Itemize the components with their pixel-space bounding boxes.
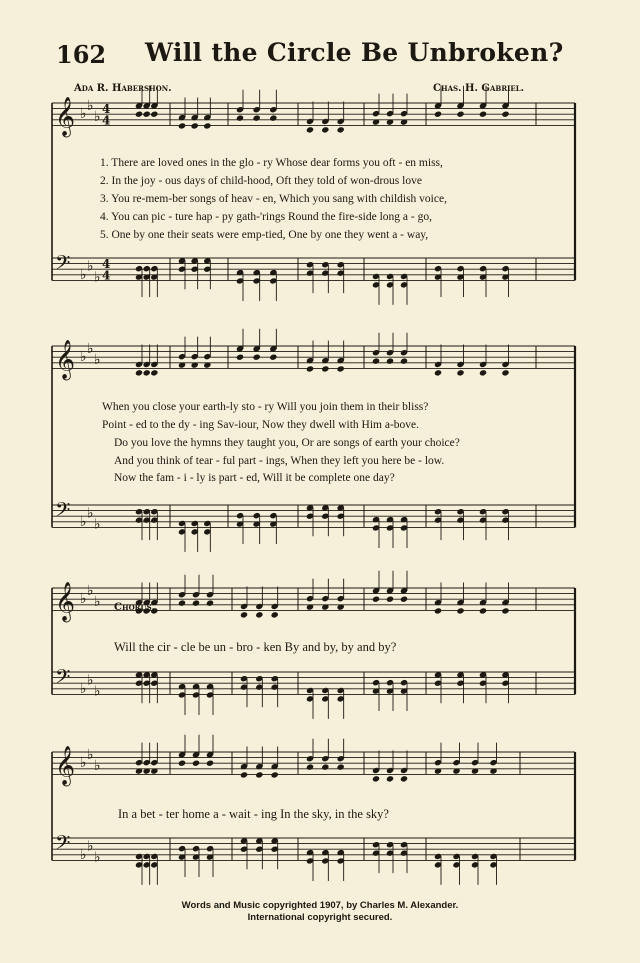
flat-icon: ♭ [87,340,94,357]
bass-clef-icon: 𝄢 [55,498,71,527]
treble-clef-icon: 𝄞 [55,581,76,622]
note-head [337,126,345,133]
time-signature-bottom: 4 [102,268,111,283]
chorus-label: Chorus. [114,602,156,613]
bass-clef-icon: 𝄢 [55,665,71,694]
treble-clef-icon: 𝄞 [55,339,76,380]
note-head [479,111,487,118]
note-head [321,764,329,771]
note-head [253,115,261,122]
flat-icon: ♭ [80,266,87,283]
note-head [236,354,244,361]
treble-clef-icon: 𝄞 [55,96,76,137]
note-head [372,596,380,603]
note-head [178,600,186,607]
time-signature-top: 4 [102,257,111,272]
verse-3-line-b: Do you love the hymns they taught you, Or are songs of earth your choice? [114,437,460,449]
note-head [150,111,158,118]
note-head [203,122,211,129]
note-head [337,764,345,771]
bass-clef-icon: 𝄢 [55,251,71,280]
note-head [178,760,186,767]
note-head [143,111,151,118]
note-head [240,611,248,618]
time-signature-top: 4 [102,102,111,117]
note-head [143,369,151,376]
note-head [386,596,394,603]
flat-icon: ♭ [87,746,94,763]
note-head [372,775,380,782]
note-head [135,369,143,376]
composer-credit: Chas. H. Gabriel. [433,83,525,94]
verse-4-line-b: And you think of tear - ful part - ings, When they left you here be - low. [114,455,445,467]
flat-icon: ♭ [94,849,101,866]
note-head [269,354,277,361]
flat-icon: ♭ [80,513,87,530]
note-head [206,760,214,767]
flat-icon: ♭ [80,846,87,863]
note-head [306,764,314,771]
note-head [306,365,314,372]
flat-icon: ♭ [80,106,87,123]
note-head [386,358,394,365]
flat-icon: ♭ [94,352,101,368]
note-head [192,600,200,607]
note-head [192,760,200,767]
note-head [386,775,394,782]
note-head [206,600,214,607]
verse-5-line-b: Now the fam - i - ly is part - ed, Will it be complete one day? [114,472,395,484]
flat-icon: ♭ [94,683,101,700]
note-head [269,115,277,122]
copyright-notice: International copyright secured. [247,912,393,923]
verse-2-line-a: 2. In the joy - ous days of child-hood, Oft they told of won-drous love [100,175,422,187]
flat-icon: ♭ [87,838,94,855]
flat-icon: ♭ [80,755,87,772]
verse-1-line-a: 1. There are loved ones in the glo - ry Whose dear forms you oft - en miss, [100,157,443,169]
note-head [501,607,509,614]
note-head [501,111,509,118]
note-head [434,369,442,376]
flat-icon: ♭ [94,594,101,610]
note-head [479,607,487,614]
chorus-line-2: In a bet - ter home a - wait - ing In the sky, in the sky? [118,807,389,821]
note-head [135,111,143,118]
note-head [337,365,345,372]
flat-icon: ♭ [94,109,101,125]
verse-3-line-a: 3. You re-mem-ber songs of heav - en, Which you sang with childish voice, [100,193,447,205]
note-head [400,596,408,603]
flat-icon: ♭ [94,269,101,286]
flat-icon: ♭ [87,258,94,275]
note-head [255,611,263,618]
note-head [321,126,329,133]
verse-5-line-a: 5. One by one their seats were emp-tied, One by one they went a - way, [100,229,429,241]
note-head [400,775,408,782]
flat-icon: ♭ [87,97,94,114]
note-head [191,122,199,129]
note-head [456,111,464,118]
note-head [400,358,408,365]
treble-clef-icon: 𝄞 [55,745,76,786]
note-head [501,369,509,376]
chorus-line-1: Will the cir - cle be un - bro - ken By and by, by and by? [114,640,397,654]
time-signature-bottom: 4 [102,113,111,128]
note-head [150,369,158,376]
flat-icon: ♭ [94,516,101,533]
flat-icon: ♭ [87,582,94,599]
verse-2-line-b: Point - ed to the dy - ing Sav-iour, Now they dwell with Him a-bove. [102,419,420,431]
copyright-line: Words and Music copyrighted 1907, by Charles M. Alexander. [181,900,459,911]
flat-icon: ♭ [80,591,87,608]
flat-icon: ♭ [94,758,101,774]
verse-4-line-a: 4. You can pic - ture hap - py gath-'rings Round the fire-side long a - go, [100,211,432,223]
hymn-number: 162 [56,40,107,69]
bass-clef-icon: 𝄢 [55,831,71,860]
flat-icon: ♭ [87,672,94,689]
note-head [372,358,380,365]
note-head [306,126,314,133]
verse-1-line-b: When you close your earth-ly sto - ry Will you join them in their bliss? [102,401,429,413]
flat-icon: ♭ [80,349,87,366]
note-head [434,111,442,118]
note-head [479,369,487,376]
note-head [255,771,263,778]
note-head [236,115,244,122]
note-head [321,365,329,372]
note-head [240,771,248,778]
flat-icon: ♭ [80,680,87,697]
note-head [456,607,464,614]
note-head [271,611,279,618]
flat-icon: ♭ [87,505,94,522]
note-head [253,354,261,361]
author-credit: Ada R. Habershon. [74,83,172,94]
hymn-title: Will the Circle Be Unbroken? [145,38,564,67]
note-head [456,369,464,376]
note-head [434,607,442,614]
note-head [271,771,279,778]
note-head [178,122,186,129]
